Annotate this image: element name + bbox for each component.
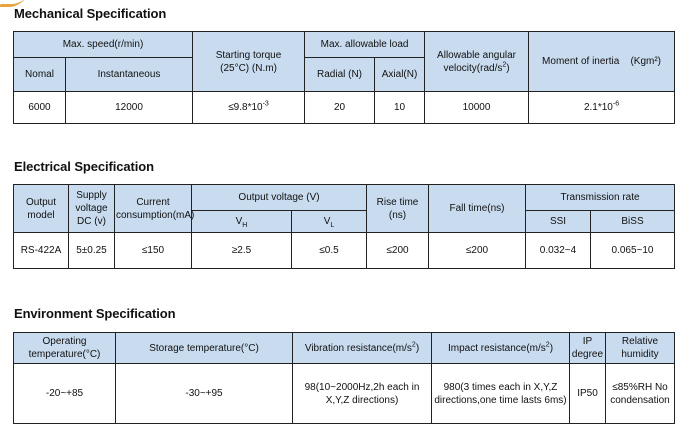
axial-value: 10 <box>375 92 425 124</box>
torque-value: $\le 9.8*10^{-3}$ <box>193 92 305 124</box>
nomal-header: Nomal <box>14 58 66 92</box>
biss-header: BiSS <box>591 211 675 233</box>
operating-temp-header: Operating temperature(°C) <box>14 333 116 364</box>
output-model-header: Output model <box>14 185 69 233</box>
instantaneous-header: Instantaneous <box>66 58 193 92</box>
rise-value: ≤200 <box>367 233 429 269</box>
operating-value: -20~+85 <box>14 364 116 424</box>
rise-time-header: Rise time (ns) <box>367 185 429 233</box>
biss-value: 0.065~10 <box>591 233 675 269</box>
mechanical-title: Mechanical Specification <box>14 6 167 21</box>
output-voltage-header: Output voltage (V) <box>192 185 367 211</box>
ip-value: IP50 <box>570 364 606 424</box>
humidity-header: Relative humidity <box>606 333 675 364</box>
supply-value: 5±0.25 <box>69 233 115 269</box>
impact-value: 980(3 times each in X,Y,Z directions,one time lasts 6ms) <box>432 364 570 424</box>
environment-table <box>13 332 675 424</box>
transmission-rate-header: Transmission rate <box>526 185 675 211</box>
electrical-title: Electrical Specification <box>14 159 154 174</box>
inertia-value: $2.1*10^{-6}$ <box>529 92 675 124</box>
vibration-header: Vibration $resistance(m/s^2)$ <box>293 333 432 364</box>
starting-torque-header: Starting torque (25°C) (N.m) <box>193 32 305 92</box>
vh-header: $V_H$ <box>192 211 292 233</box>
mechanical-table <box>13 31 675 124</box>
environment-title: Environment Specification <box>14 306 176 321</box>
angular-velocity-header: Allowable angular $velocity(rad/s^2)$ <box>425 32 529 92</box>
nomal-value: 6000 <box>14 92 66 124</box>
current-header: Current consumption(mA) <box>115 185 192 233</box>
supply-voltage-header: Supply voltage DC (v) <box>69 185 115 233</box>
vibration-value: 98(10~2000Hz,2h each in X,Y,Z directions) <box>293 364 432 424</box>
instantaneous-value: 12000 <box>66 92 193 124</box>
storage-value: -30~+95 <box>116 364 293 424</box>
ip-header: IP degree <box>570 333 606 364</box>
impact-header: Impact $resistance(m/s^2)$ <box>432 333 570 364</box>
radial-header: Radial (N) <box>305 58 375 92</box>
fall-value: ≤200 <box>429 233 526 269</box>
inertia-header: Moment of inertia (Kgm²) <box>529 32 675 92</box>
vl-value: ≤0.5 <box>292 233 367 269</box>
electrical-table <box>13 184 675 269</box>
current-value: ≤150 <box>115 233 192 269</box>
fall-time-header: Fall time(ns) <box>429 185 526 233</box>
ssi-value: 0.032~4 <box>526 233 591 269</box>
humidity-value: ≤85%RH No condensation <box>606 364 675 424</box>
model-value: RS-422A <box>14 233 69 269</box>
radial-value: 20 <box>305 92 375 124</box>
max-load-header: Max. allowable load <box>305 32 425 58</box>
axial-header: Axial(N) <box>375 58 425 92</box>
angular-value: 10000 <box>425 92 529 124</box>
vh-value: ≥2.5 <box>192 233 292 269</box>
ssi-header: SSI <box>526 211 591 233</box>
max-speed-header: Max. speed(r/min) <box>14 32 193 58</box>
vl-header: $V_L$ <box>292 211 367 233</box>
storage-temp-header: Storage temperature(°C) <box>116 333 293 364</box>
